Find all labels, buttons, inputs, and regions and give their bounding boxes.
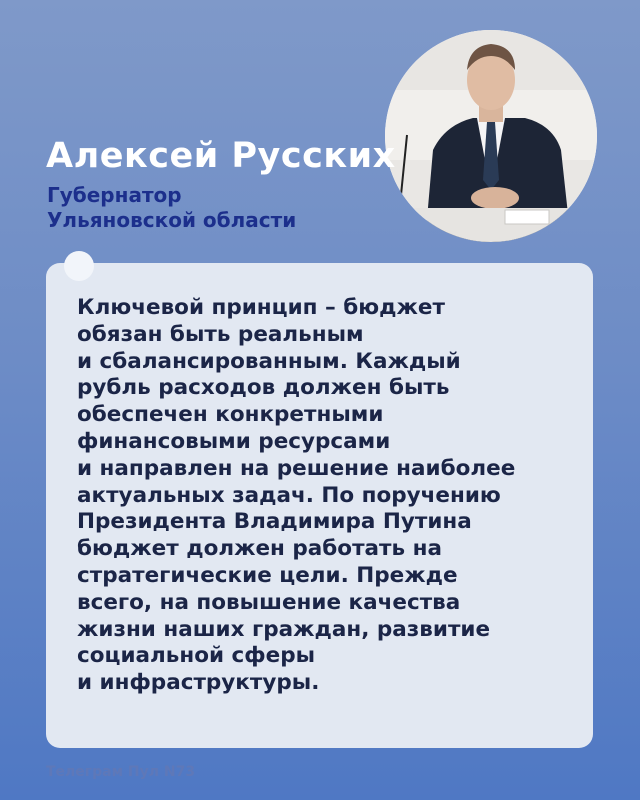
quote-line: всего, на повышение качества — [77, 589, 461, 615]
quote-line: социальной сферы — [77, 643, 316, 669]
speaker-photo — [385, 30, 597, 242]
quote-line: рубль расходов должен быть — [77, 375, 450, 401]
speaker-title-line: Губернатор — [47, 183, 182, 207]
speaker-name: Алексей Русских — [46, 136, 396, 176]
quote-bubble-dot — [64, 251, 94, 281]
quote-line: и направлен на решение наиболее — [77, 455, 516, 481]
quote-line: обязан быть реальным — [77, 321, 364, 347]
quote-text — [77, 295, 587, 697]
quote-line: бюджет должен работать на — [77, 536, 442, 562]
quote-line: Президента Владимира Путина — [77, 509, 472, 535]
quote-card — [46, 263, 593, 748]
speaker-title-line: Ульяновской области — [47, 208, 297, 232]
quote-line: и сбалансированным. Каждый — [77, 348, 461, 374]
source-caption: Телеграм Пул N73 — [46, 764, 196, 780]
quote-line: и инфраструктуры. — [77, 670, 320, 696]
quote-line: обеспечен конкретными — [77, 402, 384, 428]
quote-line: финансовыми ресурсами — [77, 428, 391, 454]
quote-line: Ключевой принцип – бюджет — [77, 295, 445, 320]
speaker-portrait-image — [385, 30, 597, 242]
speaker-title — [47, 183, 296, 233]
quote-line: актуальных задач. По поручению — [77, 482, 501, 508]
quote-line: стратегические цели. Прежде — [77, 562, 458, 588]
quote-line: жизни наших граждан, развитие — [77, 616, 491, 642]
